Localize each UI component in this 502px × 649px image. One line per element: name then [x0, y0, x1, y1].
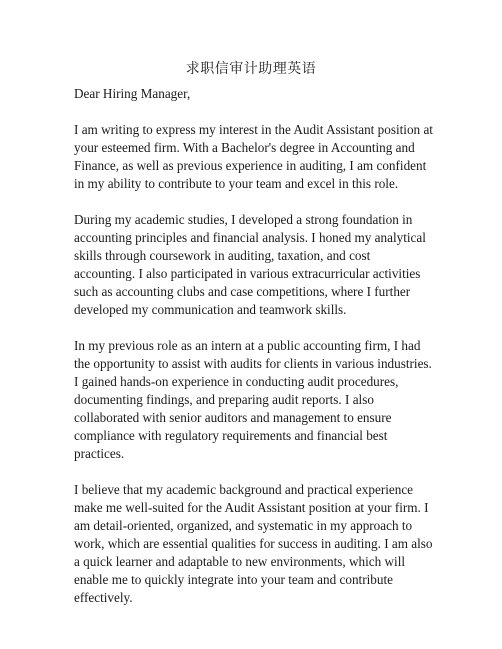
paragraph-4: I believe that my academic background and practical experience make me well-suited for the Audit Assistant position at your firm. I am detail-oriented, organized, and systematic in my approach to work, which are essential qualities for success in auditing. I am also a quick learner and adaptable to new environments, which will enable me to quickly integrate into your team and contribute effectively. [74, 482, 433, 605]
paragraph-2: During my academic studies, I developed a strong foundation in accounting principles and financial analysis. I honed my analytical skills through coursework in auditing, taxation, and cost accounting. I also participated in various extracurricular activities such as accounting clubs and case competitions, where I further developed my communication and teamwork skills. [74, 212, 426, 317]
paragraph-3: In my previous role as an intern at a public accounting firm, I had the opportunity to assist with audits for clients in various industries. I gained hands-on experience in conducting audit procedures, documenting findings, and preparing audit reports. I also collaborated with senior auditors and management to ensure compliance with regulatory requirements and financial best practices. [74, 338, 432, 461]
letter-body [74, 85, 434, 625]
paragraph-1: I am writing to express my interest in the Audit Assistant position at your esteemed firm. With a Bachelor's degree in Accounting and Finance, as well as previous experience in auditing, I am confident in my ability to contribute to your team and excel in this role. [74, 122, 433, 191]
salutation: Dear Hiring Manager, [74, 86, 191, 101]
document-title: 求职信审计助理英语 [185, 61, 317, 77]
